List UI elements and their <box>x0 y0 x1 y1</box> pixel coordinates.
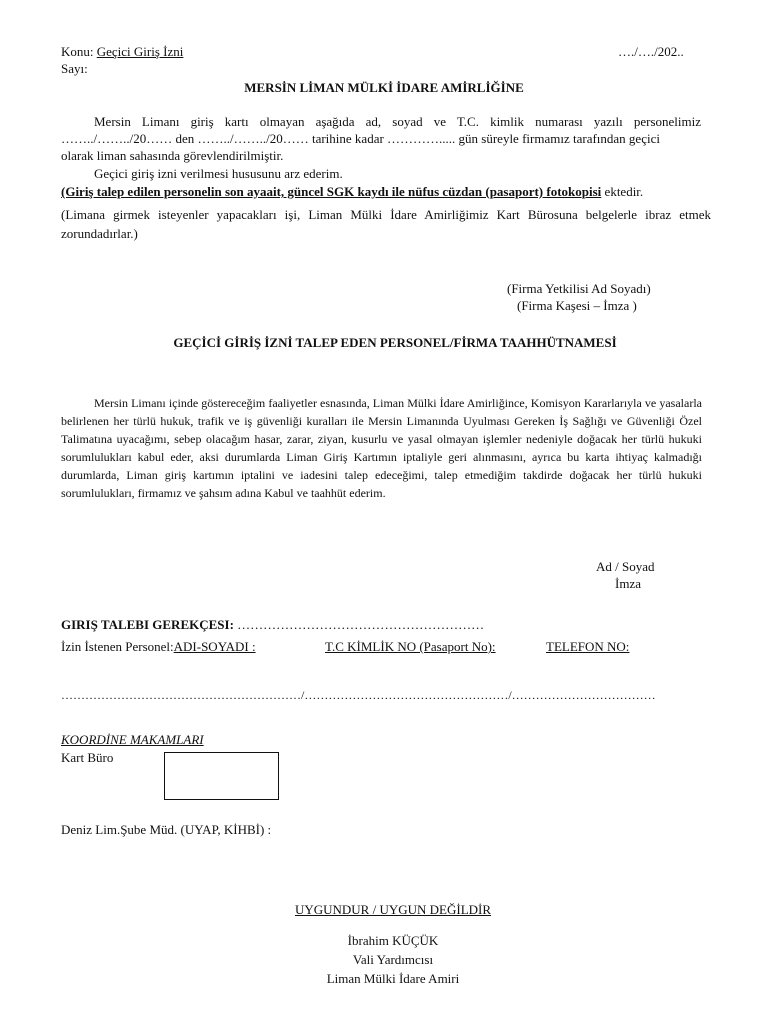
port-branch-label: Deniz Lim.Şube Müd. (UYAP, KİHBİ) : <box>61 822 272 837</box>
attachment-tail: ektedir. <box>601 184 644 199</box>
approver-name: İbrahim KÜÇÜK <box>347 933 439 948</box>
subject-line <box>61 44 183 60</box>
pledge-title: GEÇİCİ GİRİŞ İZNİ TALEP EDEN PERSONEL/FİRMA TAAHHÜTNAMESİ <box>173 335 617 350</box>
card-office-box[interactable] <box>164 752 279 800</box>
entry-reason-dots: ………………………………………………… <box>237 617 485 632</box>
reference-number-label: Sayı: <box>61 61 88 76</box>
subject-label: Konu: <box>61 44 94 59</box>
requested-personnel-label: İzin İstenen Personel: <box>61 639 174 654</box>
column-name-surname: ADI-SOYADI : <box>173 639 256 654</box>
card-office-label: Kart Büro <box>61 750 114 765</box>
column-id-number: T.C KİMLİK NO (Pasaport No): <box>325 639 496 654</box>
entry-reason-label: GIRIŞ TALEBI GEREKÇESI: <box>61 617 234 632</box>
firm-officer-name: (Firma Yetkilisi Ad Soyadı) <box>507 281 651 296</box>
document-date: …./…./202.. <box>618 44 684 59</box>
request-line-1: Mersin Limanı giriş kartı olmayan aşağıda ad, soyad ve T.C. kimlik numarası yazılı personelimiz <box>94 114 701 129</box>
entry-reason-line <box>61 617 484 633</box>
application-note: (Limana girmek isteyenler yapacakları işi, Liman Mülki İdare Amirliğimiz Kart Bürosuna belgelerle ibraz etmek zorundadırlar.) <box>61 207 711 241</box>
personnel-name-surname: Ad / Soyad <box>596 559 655 574</box>
personnel-signature: İmza <box>615 576 641 591</box>
coordination-title: KOORDİNE MAKAMLARI <box>61 732 204 747</box>
attachment-note <box>61 184 643 200</box>
subject-value: Geçici Giriş İzni <box>96 44 184 59</box>
firm-stamp-signature: (Firma Kaşesi – İmza ) <box>517 298 637 313</box>
pledge-body: Mersin Limanı içinde göstereceğim faaliyetler esnasında, Liman Mülki İdare Amirliğince, Komisyon Kararlarıyla ve yasalarla belirlenen her türlü hukuk, trafik ve iş güvenliği kuralları ile Mersin Limanında Uyulması Gereken İş Sağlığı ve Güvenliği Özel Talimatına uyacağımı, sebep olacağım hasar, zarar, ziyan, kusurlu ve yasal olmayan işlemler nedeniyle doğacak her türlü hukuki sorumlulukları kabul eder, aksi durumlarda Liman Giriş Kartımın iptaliyle geri alınmasını, ayrıca bu karta ihtiyaç kalmadığı durumlarda, Liman giriş kartımın iptalini ve iadesini talep edeceğimi, talep etmediğim takdirde doğacak her türlü hukuki sorumlulukları, firmamız ve şahsım adına Kabul ve taahhüt ederim. <box>61 396 702 500</box>
personnel-header-row <box>61 639 256 655</box>
personnel-fill-line: ……………………………………………………/……………………………………………/……………………………… <box>61 688 656 702</box>
request-line-4: Geçici giriş izni verilmesi hususunu arz ederim. <box>94 166 343 181</box>
request-line-2: ……../……../20…… den ……../……../20…… tarihine kadar …………..... gün süreyle firmamız tarafından geçici <box>61 131 660 146</box>
approver-title: Vali Yardımcısı <box>352 952 434 967</box>
approver-office: Liman Mülki İdare Amiri <box>326 971 460 986</box>
addressee-title: MERSİN LİMAN MÜLKİ İDARE AMİRLİĞİNE <box>244 80 524 95</box>
approval-decision: UYGUNDUR / UYGUN DEĞİLDİR <box>294 902 492 917</box>
request-line-3: olarak liman sahasında görevlendirilmiştir. <box>61 148 284 163</box>
attachment-documents: (Giriş talep edilen personelin son ayaait, güncel SGK kaydı ile nüfus cüzdan (pasaport) fotokopisi <box>61 184 602 199</box>
column-phone: TELEFON NO: <box>546 639 630 654</box>
